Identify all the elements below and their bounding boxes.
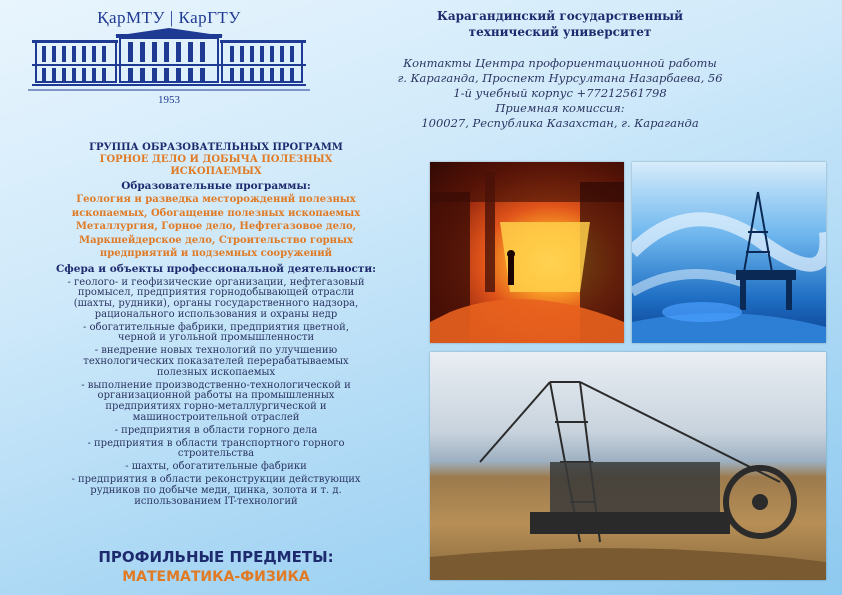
sphere-item — [30, 439, 402, 461]
sphere-line: - геолого- и геофизические организации, нефтегазовый — [67, 276, 365, 288]
sphere-line: - предприятия в области транспортного горного — [87, 437, 345, 449]
sphere-line: промысел, предприятия горнодобывающей отрасли — [77, 287, 355, 299]
profile-subjects-value: МАТЕМАТИКА-ФИЗИКА — [122, 569, 310, 585]
sphere-line: черной и угольной промышленности — [117, 332, 315, 344]
university-logo — [28, 8, 310, 108]
excavator-photo — [430, 352, 826, 580]
group-name-line2: ИСКОПАЕМЫХ — [170, 166, 262, 177]
oil-rig-illustration — [632, 162, 826, 343]
contacts-line: Приемная комиссия: — [495, 101, 625, 115]
sphere-item — [30, 462, 402, 473]
programs-heading: Образовательные программы: — [121, 180, 311, 192]
university-name-line2: технический университет — [468, 25, 652, 39]
programs-list — [30, 193, 402, 261]
program-line: Маркшейдерское дело, Строительство горных — [79, 234, 353, 246]
sphere-line: использованием IT-технологий — [134, 495, 298, 507]
steel-mill-illustration — [430, 162, 624, 343]
sphere-line: рудников по добыче меди, цинка, золота и т. д. — [90, 484, 342, 496]
sphere-heading: Сфера и объекты профессиональной деятельности: — [55, 262, 377, 275]
program-info — [30, 142, 402, 507]
sphere-line: организационной работы на промышленных — [97, 390, 335, 402]
contacts-line: г. Караганда, Проспект Нурсултана Назарбаева, 56 — [397, 71, 723, 85]
contacts-line: 100027, Республика Казахстан, г. Караганда — [421, 116, 699, 130]
sphere-line: - шахты, обогатительные фабрики — [125, 461, 307, 473]
sphere-line: строительства — [177, 448, 255, 460]
sphere-item — [30, 346, 402, 378]
university-name-line1: Карагандинский государственный — [436, 9, 684, 23]
program-line: предприятий и подземных сооружений — [99, 248, 333, 259]
sphere-line: машиностроительной отраслей — [132, 412, 300, 424]
steel-mill-photo — [430, 162, 624, 343]
sphere-list — [30, 278, 402, 508]
sphere-line: (шахты, рудники), органы государственного надзора, — [73, 298, 359, 310]
program-line: Металлургия, Горное дело, Нефтегазовое дело, — [75, 221, 357, 232]
group-name-line1: ГОРНОЕ ДЕЛО И ДОБЫЧА ПОЛЕЗНЫХ — [99, 154, 333, 165]
sphere-item — [30, 426, 402, 437]
sphere-line: - выполнение производственно-технологической и — [81, 379, 351, 391]
group-heading: ГРУППА ОБРАЗОВАТЕЛЬНЫХ ПРОГРАММ — [89, 142, 343, 153]
logo-year: 1953 — [158, 94, 180, 106]
university-name — [372, 8, 748, 40]
sphere-item — [30, 323, 402, 345]
sphere-line: - обогатительные фабрики, предприятия цветной, — [82, 321, 350, 333]
logo-title: ҚарМТУ | КарГТУ — [97, 8, 241, 27]
contacts-line: 1-й учебный корпус +77212561798 — [453, 86, 667, 100]
sphere-line: - предприятия в области реконструкции действующих — [71, 474, 361, 486]
sphere-line: предприятиях горно-металлургической и — [105, 401, 327, 413]
sphere-line: - внедрение новых технологий по улучшению — [94, 345, 338, 357]
excavator-illustration — [430, 352, 826, 580]
sphere-line: полезных ископаемых — [156, 366, 276, 378]
sphere-item — [30, 278, 402, 321]
sphere-item — [30, 381, 402, 424]
program-line: Геология и разведка месторождений полезных — [76, 194, 356, 205]
sphere-line: - предприятия в области горного дела — [114, 424, 318, 436]
sphere-line: рационального использования и охраны недр — [94, 308, 338, 320]
sphere-line: технологических показателей перерабатываемых — [83, 356, 349, 368]
profile-subjects-label: ПРОФИЛЬНЫЕ ПРЕДМЕТЫ: — [98, 548, 334, 566]
program-line: ископаемых, Обогащение полезных ископаемых — [71, 207, 361, 219]
oil-gas-photo — [632, 162, 826, 343]
sphere-item — [30, 475, 402, 507]
university-building-logo — [28, 28, 310, 94]
contacts-block — [372, 56, 748, 131]
contacts-line: Контакты Центра профориентационной работы — [403, 56, 717, 70]
